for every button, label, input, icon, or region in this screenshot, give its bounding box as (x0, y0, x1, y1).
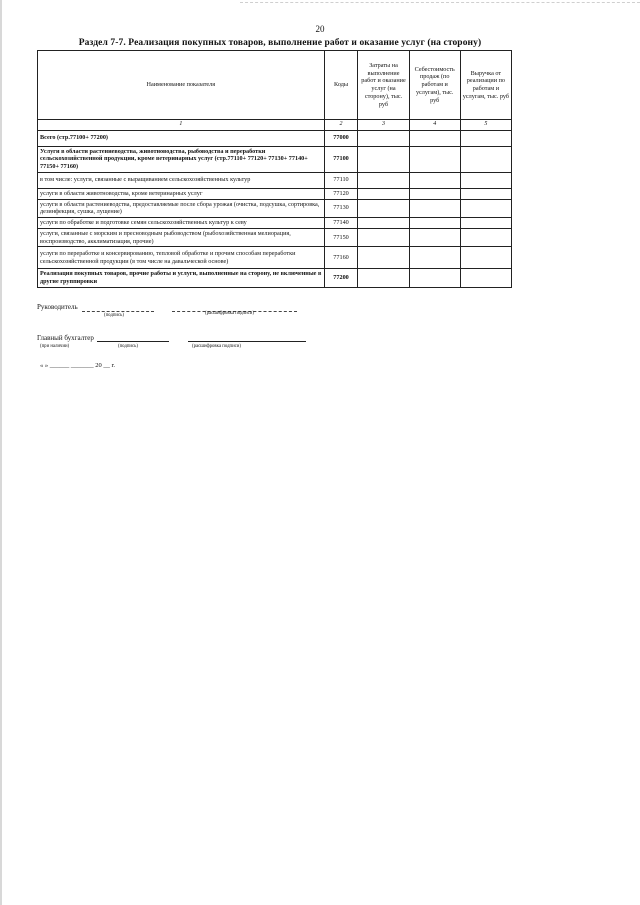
table-row (38, 228, 512, 247)
header-revenue: Выручка от реализации по работам и услугам, тыс. руб (460, 51, 511, 120)
row-name: Всего (стр.77100+ 77200) (38, 130, 325, 146)
accountant-presence-caption: (при наличии) (40, 344, 70, 349)
column-number: 3 (358, 120, 409, 131)
value-cell[interactable] (358, 172, 409, 188)
header-name: Наименование показателя (38, 51, 325, 120)
value-cell[interactable] (409, 269, 460, 288)
row-code: 77100 (324, 146, 358, 172)
section-table (37, 50, 512, 288)
value-cell[interactable] (358, 146, 409, 172)
column-number: 4 (409, 120, 460, 131)
value-cell[interactable] (358, 247, 409, 269)
scan-edge (0, 0, 2, 905)
row-code: 77000 (324, 130, 358, 146)
row-code: 77200 (324, 269, 358, 288)
value-cell[interactable] (460, 130, 511, 146)
value-cell[interactable] (358, 130, 409, 146)
date-line: « » ______ _______ 20 __ г. (40, 362, 116, 369)
table-row (38, 218, 512, 229)
value-cell[interactable] (409, 247, 460, 269)
table-row (38, 247, 512, 269)
value-cell[interactable] (460, 228, 511, 247)
value-cell[interactable] (409, 130, 460, 146)
value-cell[interactable] (358, 218, 409, 229)
accountant-decode-caption: (расшифровка подписи) (192, 344, 241, 349)
table-row (38, 269, 512, 288)
value-cell[interactable] (358, 269, 409, 288)
column-number: 2 (324, 120, 358, 131)
header-code: Коды (324, 51, 358, 120)
header-cost-of-sales: Себестоимость продаж (по работам и услугам), тыс. руб (409, 51, 460, 120)
accountant-decode-line[interactable] (188, 341, 306, 342)
row-name: услуги по переработке и консервированию, тепловой обработке и прочим способам переработки сельскохозяйственной продукции (в том числе на давальческой основе) (38, 247, 325, 269)
header-costs: Затраты на выполнение работ и оказание услуг (на сторону), тыс. руб (358, 51, 409, 120)
head-sign-line[interactable] (82, 311, 154, 312)
value-cell[interactable] (409, 188, 460, 199)
table-row (38, 188, 512, 199)
head-sign-caption: (подпись) (104, 313, 124, 318)
table-header-row (38, 51, 512, 120)
row-name: Реализация покупных товаров, прочие работы и услуги, выполненные на сторону, не включенные в другие группировки (38, 269, 325, 288)
row-code: 77160 (324, 247, 358, 269)
value-cell[interactable] (409, 228, 460, 247)
value-cell[interactable] (460, 218, 511, 229)
value-cell[interactable] (460, 188, 511, 199)
accountant-label: Главный бухгалтер (37, 334, 94, 342)
row-code: 77120 (324, 188, 358, 199)
row-code: 77150 (324, 228, 358, 247)
row-name: услуги в области животноводства, кроме ветеринарных услуг (38, 188, 325, 199)
value-cell[interactable] (460, 172, 511, 188)
table-row (38, 130, 512, 146)
table-row (38, 146, 512, 172)
accountant-sign-line[interactable] (97, 341, 169, 342)
value-cell[interactable] (460, 269, 511, 288)
head-decode-caption: (расшифровка подписи) (205, 311, 254, 316)
row-name: в том числе: услуги, связанные с выращиванием сельскохозяйственных культур (38, 172, 325, 188)
scan-top-mark (240, 2, 640, 3)
head-label: Руководитель (37, 303, 78, 311)
value-cell[interactable] (460, 146, 511, 172)
page-number: 20 (315, 24, 325, 34)
value-cell[interactable] (358, 199, 409, 218)
table-row (38, 172, 512, 188)
row-name: услуги в области растениеводства, предоставляемые после сбора урожая (очистка, подсушка, сортировка, дезинфекция, сушка, лущение) (38, 199, 325, 218)
value-cell[interactable] (460, 247, 511, 269)
column-number: 5 (460, 120, 511, 131)
value-cell[interactable] (460, 199, 511, 218)
column-number: 1 (38, 120, 325, 131)
row-code: 77130 (324, 199, 358, 218)
value-cell[interactable] (358, 228, 409, 247)
value-cell[interactable] (409, 199, 460, 218)
row-code: 77140 (324, 218, 358, 229)
value-cell[interactable] (409, 218, 460, 229)
accountant-sign-caption: (подпись) (118, 344, 138, 349)
value-cell[interactable] (409, 172, 460, 188)
section-title: Раздел 7-7. Реализация покупных товаров, выполнение работ и оказание услуг (на сторону) (78, 38, 482, 48)
row-code: 77110 (324, 172, 358, 188)
row-name: Услуги в области растениеводства, животноводства, рыбоводства и переработки сельскохозяйственной продукции, кроме ветеринарных услуг (стр.77110+ 77120+ 77130+ 77140+ 77150+ 77160) (38, 146, 325, 172)
column-number-row (38, 120, 512, 131)
table-row (38, 199, 512, 218)
value-cell[interactable] (409, 146, 460, 172)
row-name: услуги, связанные с морским и пресноводным рыбоводством (рыбохозяйственная мелиорация, воспроизводство, акклиматизация, прочие) (38, 228, 325, 247)
value-cell[interactable] (358, 188, 409, 199)
row-name: услуги по обработке и подготовке семян сельскохозяйственных культур к севу (38, 218, 325, 229)
